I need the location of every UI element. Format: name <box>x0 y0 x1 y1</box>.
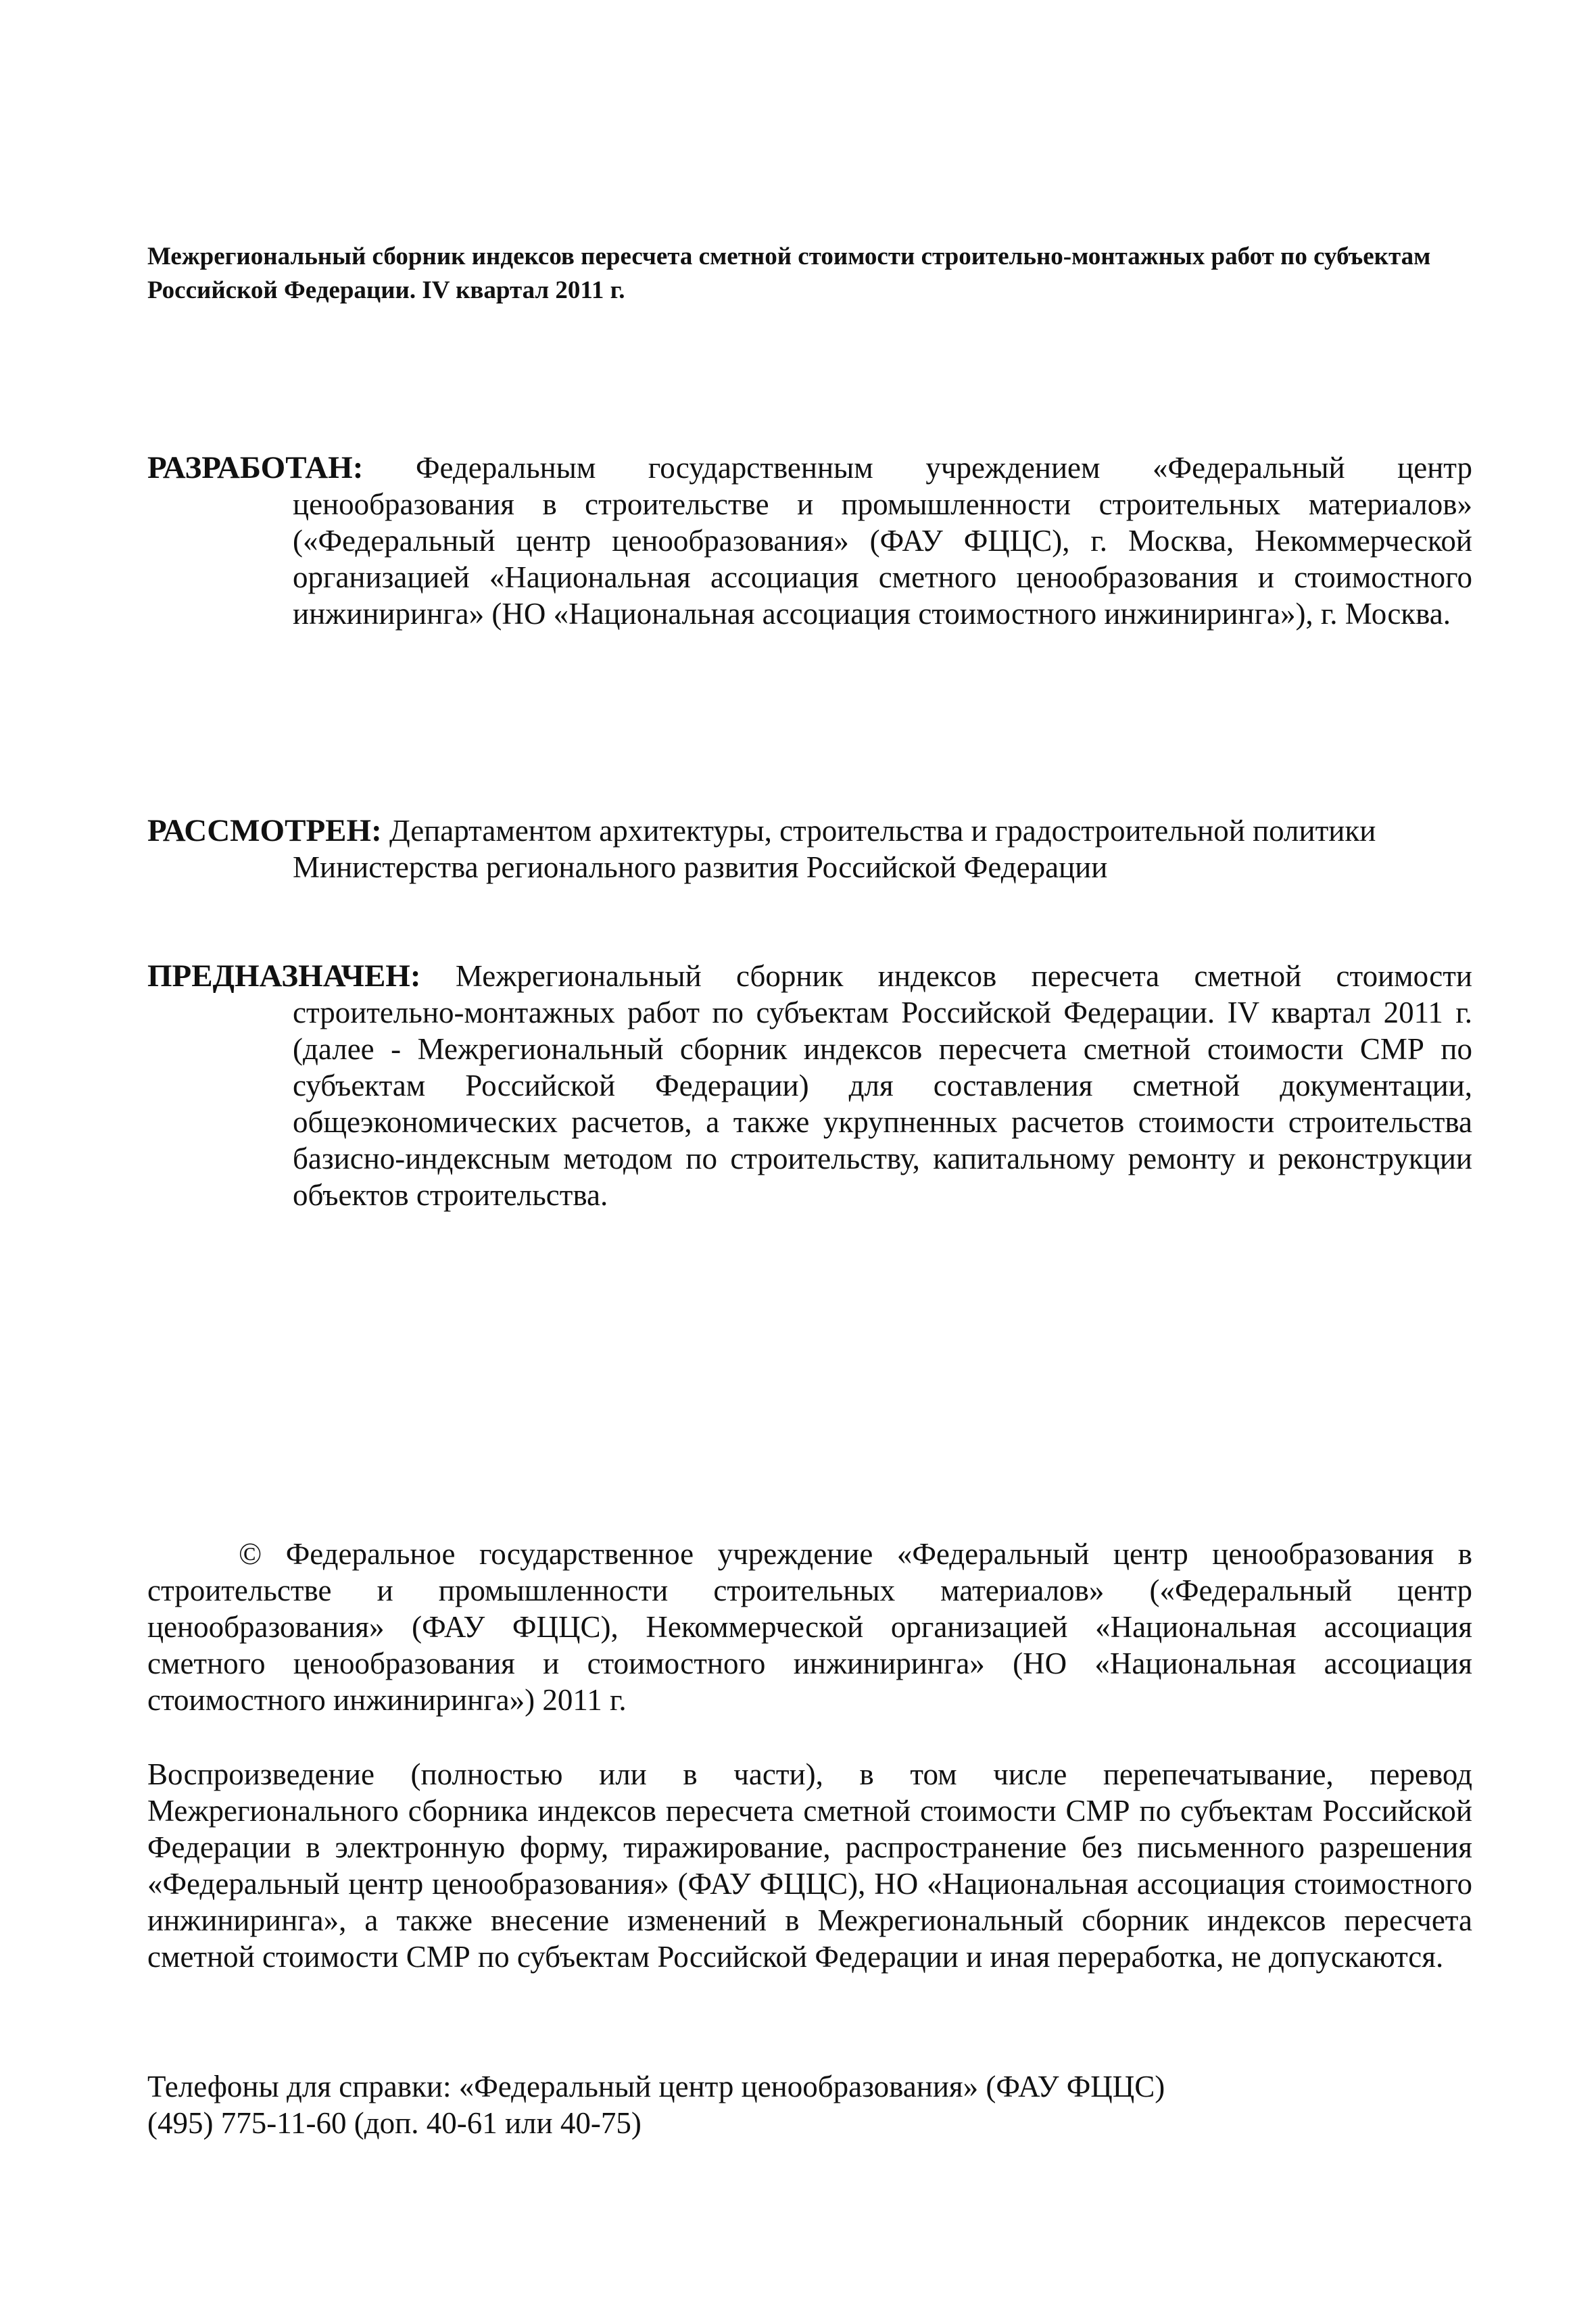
document-title-line-1: Межрегиональный сборник индексов пересчета сметной стоимости строительно-монтажных работ по субъектам <box>147 243 1431 270</box>
intended-for-text: Межрегиональный сборник индексов пересчета сметной стоимости строительно-монтажных работ по субъектам Российской Федерации. IV квартал 2011 г. (далее - Межрегиональный сборник индексов пересчета сметной стоимости СМР по субъектам Российской Федерации) для составления сметной документации, общеэкономических расчетов, а также укрупненных расчетов стоимости строительства базисно-индексным методом по строительству, капитальному ремонту и реконструкции объектов строительства. <box>293 959 1472 1212</box>
reviewed-by-section <box>147 812 1472 885</box>
developed-by-section <box>147 449 1472 632</box>
copyright-notice: © Федеральное государственное учреждение «Федеральный центр ценообразования в строительстве и промышленности строительных материалов» («Федеральный центр ценообразования» (ФАУ ФЦЦС), Некоммерческой организацией «Национальная ассоциация сметного ценообразования и стоимостного инжиниринга» (НО «Национальная ассоциация стоимостного инжиниринга») 2011 г. <box>147 1537 1472 1717</box>
intended-for-label: ПРЕДНАЗНАЧЕН: <box>147 958 421 994</box>
document-title-line-2: Российской Федерации. IV квартал 2011 г. <box>147 276 625 304</box>
contact-phones <box>147 2068 1472 2141</box>
developed-by-text: Федеральным государственным учреждением «Федеральный центр ценообразования в строительстве и промышленности строительных материалов» («Федеральный центр ценообразования» (ФАУ ФЦЦС), г. Москва, Некоммерческой организацией «Национальная ассоциация сметного ценообразования и стоимостного инжиниринга» (НО «Национальная ассоциация стоимостного инжиниринга»), г. Москва. <box>293 451 1472 631</box>
reviewed-by-label: РАССМОТРЕН: <box>147 813 382 848</box>
contact-phones-line-2: (495) 775-11-60 (доп. 40-61 или 40-75) <box>147 2106 642 2140</box>
reproduction-notice: Воспроизведение (полностью или в части), в том числе перепечатывание, перевод Межрегионального сборника индексов пересчета сметной стоимости СМР по субъектам Российской Федерации в электронную форму, тиражирование, распространение без письменного разрешения «Федеральный центр ценообразования» (ФАУ ФЦЦС), НО «Национальная ассоциация стоимостного инжиниринга», а также внесение изменений в Межрегиональный сборник индексов пересчета сметной стоимости СМР по субъектам Российской Федерации и иная переработка, не допускаются. <box>147 1757 1472 1974</box>
document-title <box>147 240 1493 308</box>
intended-for-section <box>147 958 1472 1213</box>
reviewed-by-text: Департаментом архитектуры, строительства и градостроительной политики Министерства регионального развития Российской Федерации <box>293 814 1376 884</box>
developed-by-label: РАЗРАБОТАН: <box>147 450 364 485</box>
contact-phones-line-1: Телефоны для справки: «Федеральный центр ценообразования» (ФАУ ФЦЦС) <box>147 2070 1165 2103</box>
